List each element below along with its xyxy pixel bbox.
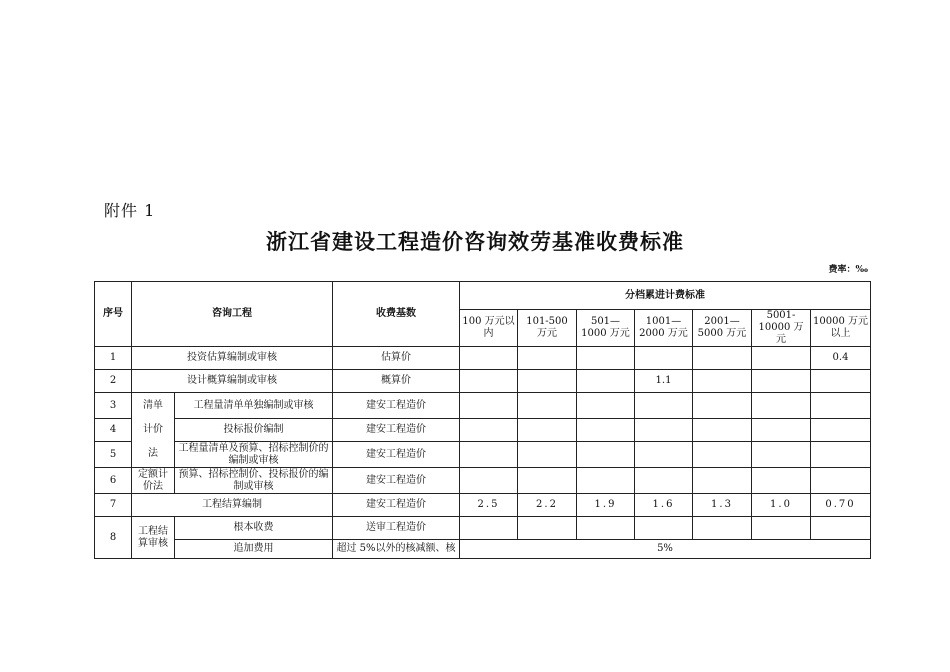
rate-cell (693, 393, 752, 419)
rate-cell (518, 517, 577, 540)
rate-cell (518, 442, 577, 468)
rate-cell (752, 442, 811, 468)
rate-cell (635, 442, 693, 468)
rate-cell (518, 370, 577, 393)
table-row (95, 393, 871, 419)
row-project: 工程量清单及预算、招标控制价的编制或审核 (175, 442, 333, 468)
row-project: 工程结算编制 (132, 494, 333, 517)
rate-cell: 0.4 (811, 347, 871, 370)
header-tier-4: 1001—2000 万元 (635, 310, 693, 347)
rate-cell (693, 468, 752, 494)
group-dinge: 定额计价法 (132, 468, 175, 494)
rate-cell (518, 393, 577, 419)
header-basis: 收费基数 (333, 282, 460, 347)
row-seq: 2 (95, 370, 132, 393)
table-row (95, 468, 871, 494)
row-seq: 4 (95, 419, 132, 442)
rate-cell: 1.3 (693, 494, 752, 517)
rate-cell (577, 468, 635, 494)
row-project: 预算、招标控制价、投标报价的编制或审核 (175, 468, 333, 494)
row-project: 投资估算编制或审核 (132, 347, 333, 370)
rate-cell: 0.70 (811, 494, 871, 517)
header-project: 咨询工程 (132, 282, 333, 347)
rate-cell (635, 419, 693, 442)
table-row (95, 419, 871, 442)
table-row (95, 370, 871, 393)
rate-cell (693, 442, 752, 468)
rate-cell: 1.6 (635, 494, 693, 517)
row-seq: 6 (95, 468, 132, 494)
row-seq: 1 (95, 347, 132, 370)
header-tier-1: 100 万元以内 (460, 310, 518, 347)
rate-cell (635, 347, 693, 370)
rate-cell: 2.2 (518, 494, 577, 517)
rate-cell (577, 393, 635, 419)
rate-cell (577, 517, 635, 540)
rate-cell (577, 347, 635, 370)
row-basis: 建安工程造价 (333, 393, 460, 419)
row-basis: 超过 5%以外的核减额、核 (333, 540, 460, 559)
row-basis: 建安工程造价 (333, 468, 460, 494)
group-jiesuan: 工程结算审核 (132, 517, 175, 559)
rate-cell (693, 517, 752, 540)
rate-cell (752, 419, 811, 442)
group-qingdan-2: 计价 (132, 419, 175, 442)
rate-cell (577, 442, 635, 468)
rate-cell: 1.1 (635, 370, 693, 393)
row-project: 投标报价编制 (175, 419, 333, 442)
rate-cell (752, 393, 811, 419)
rate-cell (460, 393, 518, 419)
rate-cell (518, 468, 577, 494)
rate-cell (752, 347, 811, 370)
group-qingdan-3: 法 (132, 442, 175, 468)
row-seq: 5 (95, 442, 132, 468)
rate-cell: 2.5 (460, 494, 518, 517)
rate-cell (577, 419, 635, 442)
rate-cell (460, 517, 518, 540)
rate-cell (518, 347, 577, 370)
document-title: 浙江省建设工程造价咨询效劳基准收费标准 (266, 229, 684, 254)
row-project: 根本收费 (175, 517, 333, 540)
table-row (95, 494, 871, 517)
rate-cell (811, 468, 871, 494)
rate-cell (460, 370, 518, 393)
rate-cell (460, 347, 518, 370)
rate-cell: 1.0 (752, 494, 811, 517)
row-project: 工程量清单单独编制或审核 (175, 393, 333, 419)
rate-cell (811, 393, 871, 419)
header-tier: 分档累进计费标准 (460, 282, 871, 310)
rate-cell (693, 347, 752, 370)
rate-cell (577, 370, 635, 393)
attachment-label: 附件 1 (104, 201, 156, 220)
row-basis: 建安工程造价 (333, 419, 460, 442)
rate-cell (635, 468, 693, 494)
rate-cell (460, 419, 518, 442)
rate-cell (518, 419, 577, 442)
row-basis: 估算价 (333, 347, 460, 370)
table-row (95, 442, 871, 468)
rate-cell (752, 370, 811, 393)
header-tier-3: 501—1000 万元 (577, 310, 635, 347)
row-project: 追加费用 (175, 540, 333, 559)
rate-cell (811, 370, 871, 393)
row-seq: 7 (95, 494, 132, 517)
row-basis: 建安工程造价 (333, 442, 460, 468)
rate-cell (811, 442, 871, 468)
rate-cell (811, 419, 871, 442)
row-basis: 概算价 (333, 370, 460, 393)
row-seq: 8 (95, 517, 132, 559)
rate-cell (635, 393, 693, 419)
header-tier-7: 10000 万元以上 (811, 310, 871, 347)
rate-cell (752, 468, 811, 494)
rate-cell (460, 442, 518, 468)
table-row (95, 540, 871, 559)
rate-cell (460, 468, 518, 494)
row-basis: 送审工程造价 (333, 517, 460, 540)
table-row (95, 347, 871, 370)
row-basis: 建安工程造价 (333, 494, 460, 517)
header-seq: 序号 (95, 282, 132, 347)
rate-cell (635, 517, 693, 540)
row-seq: 3 (95, 393, 132, 419)
rate-cell (811, 517, 871, 540)
fee-standard-table (94, 281, 871, 559)
rate-cell (752, 517, 811, 540)
header-tier-2: 101-500 万元 (518, 310, 577, 347)
group-qingdan-1: 清单 (132, 393, 175, 419)
merged-rate-cell: 5% (460, 540, 871, 559)
row-project: 设计概算编制或审核 (132, 370, 333, 393)
header-tier-5: 2001—5000 万元 (693, 310, 752, 347)
rate-cell: 1.9 (577, 494, 635, 517)
rate-cell (693, 370, 752, 393)
header-tier-6: 5001-10000 万元 (752, 310, 811, 347)
table-row (95, 517, 871, 540)
rate-cell (693, 419, 752, 442)
rate-unit-note: 费率：‰ (828, 265, 868, 275)
